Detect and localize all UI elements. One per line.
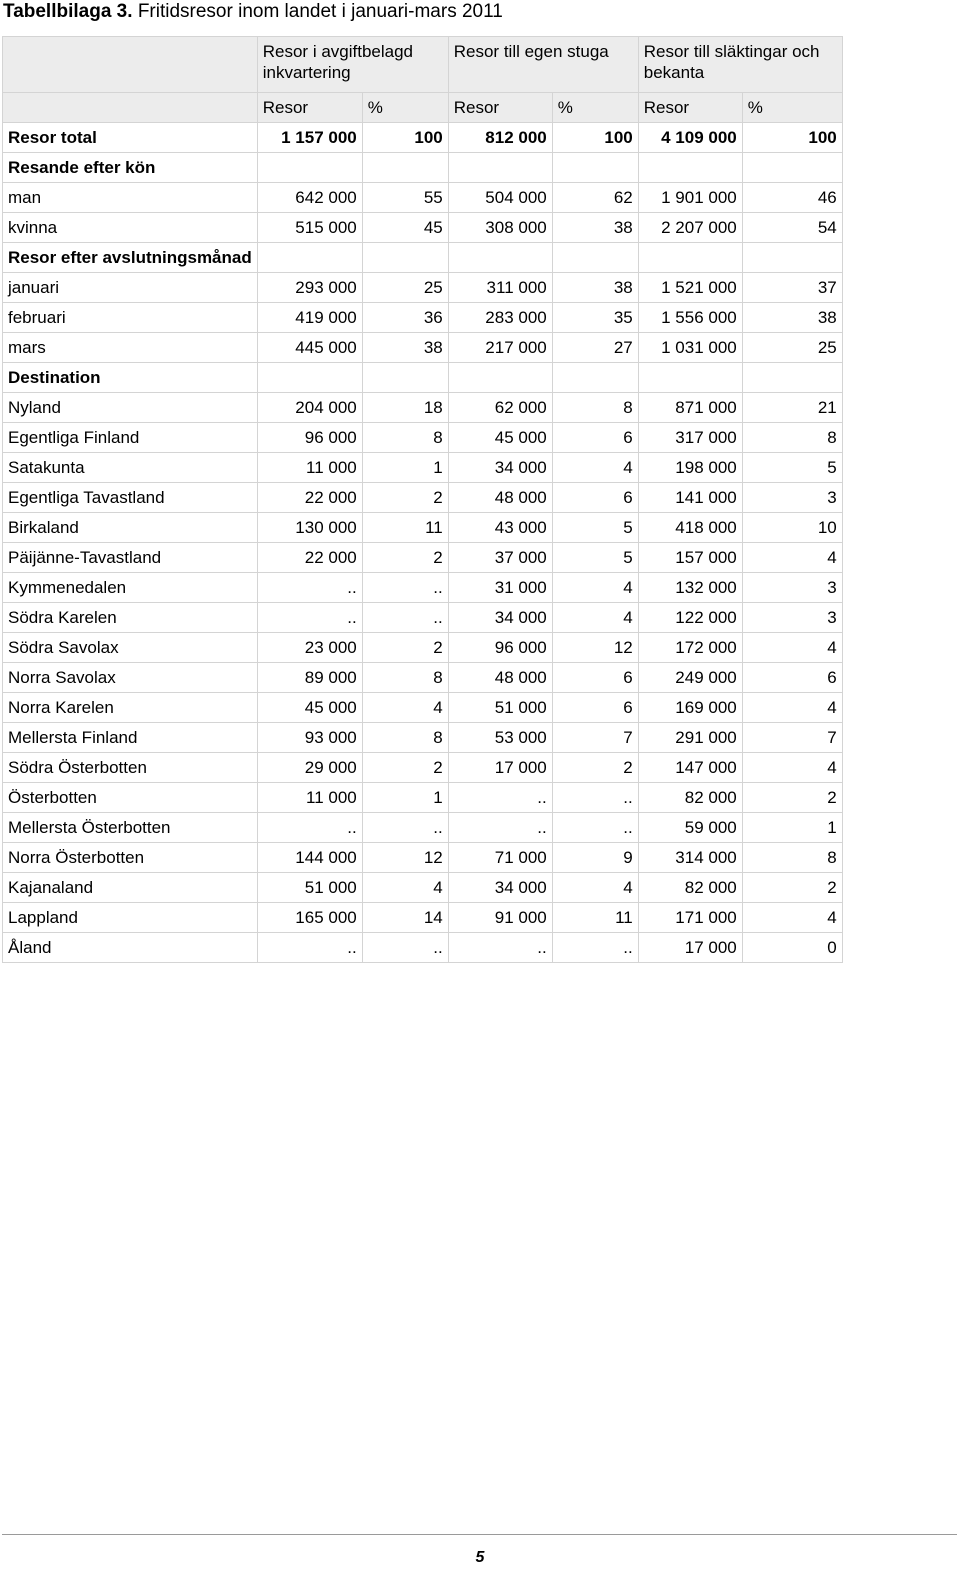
table-cell: 8 [362, 723, 448, 753]
table-cell: 82 000 [638, 873, 742, 903]
table-row [3, 633, 843, 663]
table-cell: 48 000 [448, 483, 552, 513]
table-row [3, 543, 843, 573]
section-empty-cell [257, 363, 362, 393]
table-cell: 504 000 [448, 183, 552, 213]
table-cell: 100 [362, 123, 448, 153]
page-title [3, 0, 503, 24]
table-cell: 29 000 [257, 753, 362, 783]
table-cell: 38 [552, 213, 638, 243]
table-cell: 38 [742, 303, 842, 333]
header-sub-percent: % [552, 93, 638, 123]
table-cell: .. [448, 813, 552, 843]
table-cell: 5 [552, 543, 638, 573]
table-cell: 204 000 [257, 393, 362, 423]
table-cell: .. [552, 933, 638, 963]
section-label: Resande efter kön [3, 153, 258, 183]
table-cell: 53 000 [448, 723, 552, 753]
row-label: Egentliga Finland [3, 423, 258, 453]
table-cell: .. [257, 813, 362, 843]
table-cell: 141 000 [638, 483, 742, 513]
table-cell: 6 [552, 423, 638, 453]
table-cell: 8 [362, 663, 448, 693]
table-row [3, 873, 843, 903]
table-cell: 314 000 [638, 843, 742, 873]
header-sub-trips: Resor [638, 93, 742, 123]
row-label: Åland [3, 933, 258, 963]
table-cell: 62 [552, 183, 638, 213]
table-row [3, 213, 843, 243]
table-cell: .. [448, 783, 552, 813]
table-cell: 1 [362, 453, 448, 483]
table-cell: 6 [742, 663, 842, 693]
table-cell: 3 [742, 483, 842, 513]
table-row [3, 723, 843, 753]
section-empty-cell [448, 153, 552, 183]
table-cell: 82 000 [638, 783, 742, 813]
table-cell: 445 000 [257, 333, 362, 363]
header-row-groups [3, 37, 843, 93]
table-cell: 45 [362, 213, 448, 243]
table-cell: 96 000 [257, 423, 362, 453]
table-cell: 54 [742, 213, 842, 243]
table-cell: 25 [362, 273, 448, 303]
table-cell: 1 521 000 [638, 273, 742, 303]
table-cell: 2 [362, 633, 448, 663]
row-label: Södra Österbotten [3, 753, 258, 783]
section-label: Destination [3, 363, 258, 393]
header-group-relatives: Resor till släktingar och bekanta [638, 37, 842, 93]
table-cell: 100 [742, 123, 842, 153]
row-label: Lappland [3, 903, 258, 933]
table-cell: 6 [552, 483, 638, 513]
header-sub-percent: % [742, 93, 842, 123]
table-cell: 308 000 [448, 213, 552, 243]
table-cell: 132 000 [638, 573, 742, 603]
table-cell: 4 [552, 603, 638, 633]
table-cell: 89 000 [257, 663, 362, 693]
table-cell: 4 [362, 873, 448, 903]
footer-divider [2, 1534, 957, 1535]
table-cell: 71 000 [448, 843, 552, 873]
table-cell: .. [257, 573, 362, 603]
header-sub-trips: Resor [257, 93, 362, 123]
row-label: Norra Österbotten [3, 843, 258, 873]
table-cell: 418 000 [638, 513, 742, 543]
table-row [3, 573, 843, 603]
table-cell: 38 [552, 273, 638, 303]
table-cell: 6 [552, 693, 638, 723]
table-cell: 38 [362, 333, 448, 363]
section-empty-cell [638, 153, 742, 183]
table-cell: 165 000 [257, 903, 362, 933]
statistics-table [2, 36, 843, 963]
table-cell: 8 [552, 393, 638, 423]
section-empty-cell [362, 153, 448, 183]
table-cell: 1 901 000 [638, 183, 742, 213]
table-cell: 1 556 000 [638, 303, 742, 333]
table-cell: 2 [742, 873, 842, 903]
table-row [3, 183, 843, 213]
row-label: Egentliga Tavastland [3, 483, 258, 513]
table-cell: 17 000 [638, 933, 742, 963]
table-cell: 55 [362, 183, 448, 213]
total-label: Resor total [3, 123, 258, 153]
section-header-row [3, 243, 843, 273]
table-cell: 62 000 [448, 393, 552, 423]
section-empty-cell [552, 243, 638, 273]
row-label: kvinna [3, 213, 258, 243]
table-cell: 172 000 [638, 633, 742, 663]
table-row [3, 933, 843, 963]
table-cell: 17 000 [448, 753, 552, 783]
table-cell: .. [362, 573, 448, 603]
title-text: Fritidsresor inom landet i januari-mars 2011 [137, 1, 503, 22]
header-group-paid-accommodation: Resor i avgiftbelagd inkvartering [257, 37, 448, 93]
row-label: Mellersta Finland [3, 723, 258, 753]
section-empty-cell [448, 363, 552, 393]
table-cell: 4 [742, 903, 842, 933]
table-cell: 871 000 [638, 393, 742, 423]
table-cell: 27 [552, 333, 638, 363]
table-cell: 293 000 [257, 273, 362, 303]
table-cell: 2 [742, 783, 842, 813]
section-header-row [3, 363, 843, 393]
table-row [3, 483, 843, 513]
table-cell: 37 [742, 273, 842, 303]
row-label: Norra Savolax [3, 663, 258, 693]
header-sub-percent: % [362, 93, 448, 123]
table-row [3, 603, 843, 633]
table-cell: 21 [742, 393, 842, 423]
table-cell: 157 000 [638, 543, 742, 573]
table-cell: 48 000 [448, 663, 552, 693]
table-cell: 217 000 [448, 333, 552, 363]
section-empty-cell [362, 363, 448, 393]
table-cell: 2 [552, 753, 638, 783]
table-row [3, 903, 843, 933]
table-cell: 9 [552, 843, 638, 873]
section-empty-cell [257, 243, 362, 273]
row-label: Österbotten [3, 783, 258, 813]
table-cell: 4 [742, 633, 842, 663]
table-row [3, 513, 843, 543]
table-cell: 5 [742, 453, 842, 483]
table-cell: 130 000 [257, 513, 362, 543]
table-cell: 1 157 000 [257, 123, 362, 153]
section-empty-cell [448, 243, 552, 273]
table-body [3, 37, 843, 963]
table-cell: 91 000 [448, 903, 552, 933]
table-cell: 4 [742, 543, 842, 573]
table-cell: 14 [362, 903, 448, 933]
section-empty-cell [742, 243, 842, 273]
table-cell: 2 [362, 483, 448, 513]
table-cell: 2 [362, 753, 448, 783]
row-label: Kajanaland [3, 873, 258, 903]
table-cell: 198 000 [638, 453, 742, 483]
table-cell: 11 [362, 513, 448, 543]
table-cell: 11 000 [257, 453, 362, 483]
table-row [3, 783, 843, 813]
table-cell: 2 [362, 543, 448, 573]
table-cell: 5 [552, 513, 638, 543]
table-cell: 1 [742, 813, 842, 843]
table-cell: 419 000 [257, 303, 362, 333]
header-corner-cell [3, 37, 258, 93]
table-row [3, 693, 843, 723]
table-cell: .. [257, 603, 362, 633]
table-cell: .. [362, 933, 448, 963]
table-cell: 515 000 [257, 213, 362, 243]
table-cell: .. [552, 783, 638, 813]
row-label: Satakunta [3, 453, 258, 483]
table-cell: 2 207 000 [638, 213, 742, 243]
table-cell: 7 [552, 723, 638, 753]
table-cell: 11 000 [257, 783, 362, 813]
table-cell: 34 000 [448, 873, 552, 903]
table-cell: 642 000 [257, 183, 362, 213]
table-cell: .. [552, 813, 638, 843]
table-cell: 100 [552, 123, 638, 153]
table-cell: 122 000 [638, 603, 742, 633]
header-row-sub [3, 93, 843, 123]
header-group-own-cottage: Resor till egen stuga [448, 37, 638, 93]
header-sub-trips: Resor [448, 93, 552, 123]
section-empty-cell [362, 243, 448, 273]
table-cell: .. [257, 933, 362, 963]
table-cell: 45 000 [448, 423, 552, 453]
row-label: man [3, 183, 258, 213]
table-cell: 34 000 [448, 603, 552, 633]
table-cell: 4 [552, 873, 638, 903]
table-cell: 18 [362, 393, 448, 423]
section-empty-cell [257, 153, 362, 183]
table-cell: 22 000 [257, 483, 362, 513]
table-cell: 283 000 [448, 303, 552, 333]
table-cell: 317 000 [638, 423, 742, 453]
section-label: Resor efter avslutningsmånad [3, 243, 258, 273]
table-cell: 144 000 [257, 843, 362, 873]
table-cell: 0 [742, 933, 842, 963]
row-label: mars [3, 333, 258, 363]
section-empty-cell [638, 363, 742, 393]
table-cell: 249 000 [638, 663, 742, 693]
table-cell: 23 000 [257, 633, 362, 663]
table-cell: .. [362, 813, 448, 843]
table-cell: 169 000 [638, 693, 742, 723]
table-row [3, 423, 843, 453]
table-cell: 3 [742, 573, 842, 603]
section-empty-cell [742, 363, 842, 393]
table-cell: 7 [742, 723, 842, 753]
table-cell: 34 000 [448, 453, 552, 483]
table-cell: 31 000 [448, 573, 552, 603]
table-cell: 12 [552, 633, 638, 663]
page-number: 5 [475, 1549, 485, 1566]
table-cell: 311 000 [448, 273, 552, 303]
table-cell: 22 000 [257, 543, 362, 573]
table-row [3, 753, 843, 783]
table-cell: 291 000 [638, 723, 742, 753]
table-row [3, 303, 843, 333]
table-cell: 1 [362, 783, 448, 813]
table-cell: 93 000 [257, 723, 362, 753]
table-row [3, 453, 843, 483]
table-cell: 8 [742, 423, 842, 453]
table-cell: 12 [362, 843, 448, 873]
table-cell: 10 [742, 513, 842, 543]
section-empty-cell [638, 243, 742, 273]
row-label: Nyland [3, 393, 258, 423]
table-cell: 46 [742, 183, 842, 213]
table-cell: 147 000 [638, 753, 742, 783]
table-cell: 6 [552, 663, 638, 693]
table-cell: 8 [742, 843, 842, 873]
table-cell: 4 [742, 693, 842, 723]
table-cell: 51 000 [257, 873, 362, 903]
table-cell: 3 [742, 603, 842, 633]
table-cell: 4 [552, 573, 638, 603]
table-cell: 37 000 [448, 543, 552, 573]
table-cell: 171 000 [638, 903, 742, 933]
table-cell: .. [448, 933, 552, 963]
table-cell: 4 [552, 453, 638, 483]
table-row [3, 663, 843, 693]
table-cell: 35 [552, 303, 638, 333]
row-label: Södra Karelen [3, 603, 258, 633]
header-sub-corner-cell [3, 93, 258, 123]
section-empty-cell [552, 153, 638, 183]
row-label: Kymmenedalen [3, 573, 258, 603]
table-cell: 812 000 [448, 123, 552, 153]
table-row [3, 273, 843, 303]
row-label: Birkaland [3, 513, 258, 543]
table-cell: 45 000 [257, 693, 362, 723]
row-label: januari [3, 273, 258, 303]
table-cell: 1 031 000 [638, 333, 742, 363]
table-cell: 96 000 [448, 633, 552, 663]
table-row [3, 333, 843, 363]
table-cell: 8 [362, 423, 448, 453]
table-cell: 11 [552, 903, 638, 933]
table-cell: 51 000 [448, 693, 552, 723]
table-row [3, 393, 843, 423]
total-row [3, 123, 843, 153]
row-label: Södra Savolax [3, 633, 258, 663]
row-label: Päijänne-Tavastland [3, 543, 258, 573]
table-cell: 4 109 000 [638, 123, 742, 153]
title-prefix: Tabellbilaga 3. [3, 1, 133, 22]
table-cell: 4 [362, 693, 448, 723]
section-header-row [3, 153, 843, 183]
section-empty-cell [552, 363, 638, 393]
section-empty-cell [742, 153, 842, 183]
table-cell: 25 [742, 333, 842, 363]
table-cell: 4 [742, 753, 842, 783]
row-label: Norra Karelen [3, 693, 258, 723]
row-label: februari [3, 303, 258, 333]
row-label: Mellersta Österbotten [3, 813, 258, 843]
table-cell: 59 000 [638, 813, 742, 843]
table-cell: 36 [362, 303, 448, 333]
table-row [3, 843, 843, 873]
table-row [3, 813, 843, 843]
table-cell: .. [362, 603, 448, 633]
table-cell: 43 000 [448, 513, 552, 543]
